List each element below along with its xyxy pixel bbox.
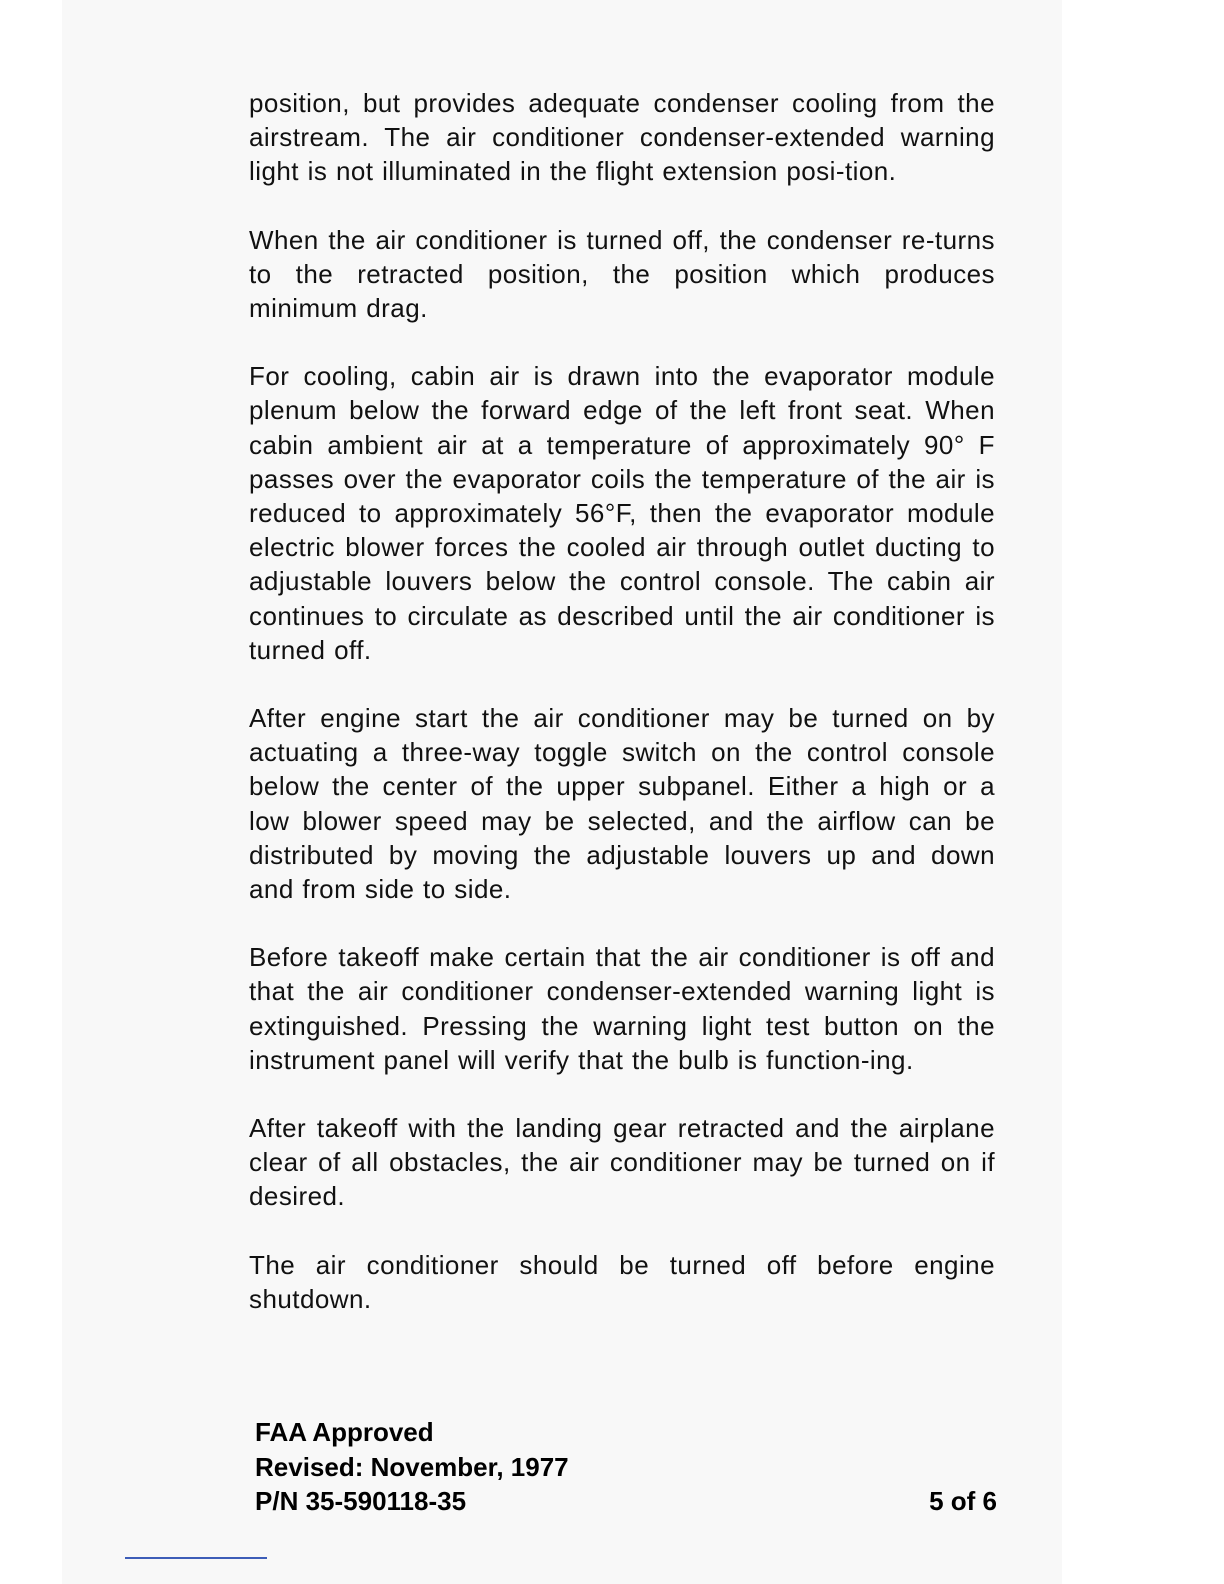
paragraph-before-takeoff: Before takeoff make certain that the air conditioner is off and that the air conditioner condenser-extended warning light is extinguished. Pressing the warning light test button on the instrument panel will verify that the bulb is function-ing. xyxy=(249,942,995,1075)
part-number: P/N 35-590118-35 xyxy=(255,1486,467,1516)
paragraph-cooling-cycle: For cooling, cabin air is drawn into the evaporator module plenum below the forward edge of the left front seat. When cabin ambient air at a temperature of approximately 90° F passes over the evaporator coils the temperature of the air is reduced to approximately 56°F, then the evaporator module electric blower forces the cooled air through outlet ducting to adjustable louvers below the control console. The cabin air continues to circulate as described until the air conditioner is turned off. xyxy=(249,361,995,665)
page-footer xyxy=(255,1415,997,1519)
faa-approved-label: FAA Approved xyxy=(255,1417,434,1447)
page-number: 5 of 6 xyxy=(929,1486,997,1516)
bottom-rule-line xyxy=(125,1557,267,1559)
paragraph-condenser-retract: When the air conditioner is turned off, the condenser re-turns to the retracted position, the position which produces minimum drag. xyxy=(249,224,995,324)
paragraph-turn-on: After engine start the air conditioner may be turned on by actuating a three-way toggle switch on the control console below the center of the upper subpanel. Either a high or a low blower speed may be selected, and the airflow can be distributed by moving the adjustable louvers up and down and from side to side. xyxy=(249,703,995,905)
paragraph-shutdown: The air conditioner should be turned off before engine shutdown. xyxy=(249,1249,995,1314)
body-text xyxy=(249,86,995,1350)
paragraph-after-takeoff: After takeoff with the landing gear retracted and the airplane clear of all obstacles, the air conditioner may be turned on if desired. xyxy=(249,1113,995,1212)
paragraph-condenser-flight-position: position, but provides adequate condenser cooling from the airstream. The air conditioner condenser-extended warning light is not illuminated in the flight extension posi-tion. xyxy=(249,88,995,187)
revision-date: Revised: November, 1977 xyxy=(255,1451,569,1482)
